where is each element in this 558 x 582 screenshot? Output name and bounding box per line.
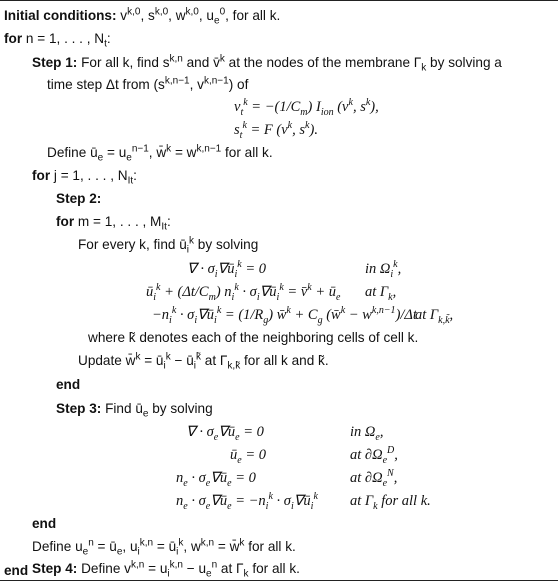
step2-label: Step 2: [56, 191, 102, 206]
step1-text-cont: time step Δt from ($s^{k,n-1}$, $v^{k,n-1}$) of [47, 75, 249, 92]
eq-laplace-e: ∇ · $\sigma_e\nabla ū_e = 0$ [186, 424, 264, 443]
eq-robin-i: $ū_i^k + (\Delta t/C_m) n_i^k$ · $\sigma_i\nabla ū_i^k$ = v̄$^k$ + $ū_e$ [146, 282, 341, 303]
step2-text: For every k, find $ū_i^k$ by solving [78, 235, 259, 256]
eq-laplace-i-domain: in $\Omega_i^k$, [365, 259, 402, 280]
eq-robin-i-domain: at $\Gamma_k$, [365, 284, 397, 303]
eq-laplace-i: ∇ · $\sigma_i\nabla ū_i^k = 0$ [187, 259, 266, 280]
where-k-tilde: where k̃ denotes each of the neighboring cells of cell k. [88, 330, 419, 345]
for-m-loop: for m = 1, . . . , $M_{It}$: [56, 214, 171, 233]
eq-neumann: $n_e$ · $\sigma_e\nabla ū_e = 0$ [176, 470, 256, 489]
end-j: end [32, 516, 57, 531]
step3-text: Step 3: Find $ū_e$ by solving [56, 401, 213, 420]
eq-dirichlet: $ū_e = 0$ [230, 447, 266, 466]
ode-s: $s_t^k = F$ ($v^k$, $s^k$). [234, 120, 318, 141]
update-w: Update w̄$^k$ = $ū_i^k$ − $ū_i^{k̃}$ at $\Gamma_{k,k̃}$ for all k and k̃. [78, 351, 329, 372]
end-m: end [56, 377, 81, 392]
end-n: end [4, 563, 29, 578]
eq-flux: $n_e$ · $\sigma_e\nabla ū_e = -n_i^k$ · $\sigma_i\nabla ū_i^k$ [176, 491, 318, 512]
eq-dirichlet-domain: at $\partial\Omega_e^D$, [350, 445, 398, 466]
eq-flux-domain: at $\Gamma_k$ for all k. [350, 493, 431, 512]
step4-text: Step 4: Define $v^{k,n} = u_i^{k,n} - u_e^n$ at $\Gamma_k$ for all k. [32, 559, 300, 580]
bottom-rule [0, 580, 558, 581]
define-final: Define $u_e^n$ = $ū_e$, $u_i^{k,n}$ = $ū_i^k$, $w^{k,n}$ = w̄$^k$ for all k. [32, 537, 296, 558]
top-rule [0, 0, 558, 1]
define-ue-w: Define $ū_e = u_e^{n-1}$, w̄$^k$ = $w^{k,n-1}$ for all k. [47, 143, 273, 164]
eq-neumann-domain: at $\partial\Omega_e^N$, [350, 468, 398, 489]
initial-conditions: Initial conditions: $v^{k,0}$, $s^{k,0}$, $w^{k,0}$, $u_e^0$, for all k. [4, 6, 281, 27]
step1-text: Step 1: For all k, find $s^{k,n}$ and v̄$^k$ at the nodes of the membrane $\Gamma_k$ by solving a [32, 53, 502, 74]
eq-gap-domain: at $\Gamma_{k,k̃}$, [415, 307, 454, 326]
eq-gap: $-n_i^k$ · $\sigma_i\nabla ū_i^k = (1/R_g)$ w̄$^k$ + $C_g$ (w̄$^k$ − $w^{k,n-1})/\Delta t$ [152, 305, 417, 326]
eq-laplace-e-domain: in $\Omega_e$, [350, 424, 384, 443]
for-j-loop: for j = 1, . . . , $N_{It}$: [32, 168, 137, 187]
for-n-loop: for n = 1, . . . , $N_t$: [4, 31, 111, 50]
ode-v: $v_t^k = -(1/C_m)$ $I_{ion}$ ($v^k$, $s^k$), [234, 97, 379, 118]
